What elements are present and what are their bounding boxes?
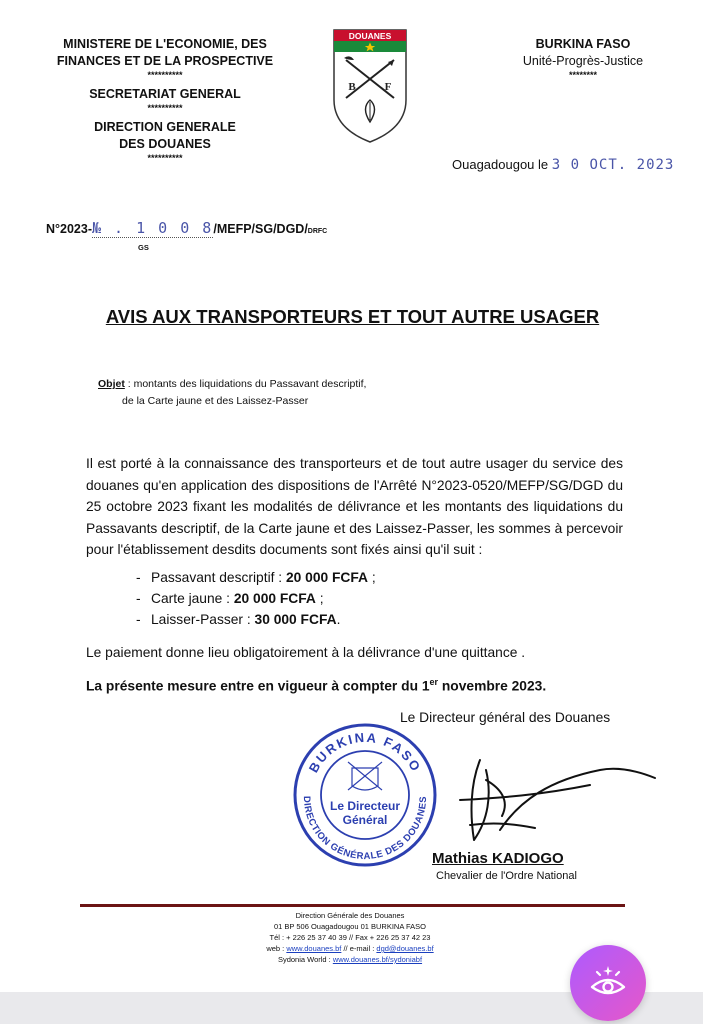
- fee-amount: 30 000 FCFA: [254, 612, 337, 627]
- secretariat-label: SECRETARIAT GENERAL: [89, 87, 241, 101]
- reference-prefix: N°2023-: [46, 222, 92, 236]
- subject-line-1: : montants des liquidations du Passavant descriptif,: [124, 378, 367, 390]
- list-item: - Laisser-Passer : 30 000 FCFA.: [136, 612, 341, 627]
- emblem-letter-f: F: [384, 81, 392, 93]
- footer-line-3: Tél : + 226 25 37 40 39 // Fax + 226 25 37 42 23: [269, 933, 431, 942]
- ministry-line-1: MINISTERE DE L'ECONOMIE, DES: [63, 37, 267, 51]
- website-link[interactable]: www.douanes.bf: [286, 944, 342, 953]
- direction-line-2: DES DOUANES: [119, 137, 211, 151]
- subject-line-2: de la Carte jaune et des Laissez-Passer: [122, 395, 309, 407]
- footer-line-5: Sydonia World : www.douanes.bf/sydoniabf: [277, 955, 423, 964]
- separator-stars: ********: [568, 70, 598, 80]
- reference-suffix: /MEFP/SG/DGD/: [213, 222, 308, 236]
- list-item: - Carte jaune : 20 000 FCFA ;: [136, 591, 324, 606]
- footer-line-4: web : www.douanes.bf // e-mail : dgd@douanes.bf: [266, 944, 434, 953]
- reference-sub: GS: [138, 243, 149, 252]
- header-left: [40, 36, 290, 163]
- fee-amount: 20 000 FCFA: [285, 570, 369, 585]
- header-right: [508, 36, 658, 80]
- seal-center-line-1: Le Directeur: [329, 799, 401, 813]
- signatory-title: Le Directeur général des Douanes: [400, 710, 611, 725]
- signatory-name: Mathias KADIOGO: [432, 850, 564, 867]
- footer-divider: [80, 904, 625, 907]
- email-link[interactable]: dgd@douanes.bf: [376, 944, 434, 953]
- fee-amount: 20 000 FCFA: [233, 591, 316, 606]
- seal-bottom-text: DIRECTION GÉNÉRALE DES DOUANES: [300, 795, 430, 863]
- reference-stamp: № . 1 0 0 8: [92, 219, 214, 237]
- reference-suffix-small: DRFC: [307, 228, 328, 235]
- date-line: [452, 157, 674, 173]
- eye-sparkle-icon: [588, 963, 628, 1003]
- fee-list: [136, 567, 376, 630]
- country-name: BURKINA FASO: [535, 37, 631, 51]
- reference-number: [46, 219, 327, 237]
- emblem-banner: DOUANES: [348, 31, 392, 41]
- customs-emblem-icon: [330, 20, 410, 144]
- official-seal-stamp: [290, 720, 440, 870]
- direction-line-1: DIRECTION GENERALE: [94, 120, 236, 134]
- subject-block: [98, 376, 366, 410]
- separator-stars: **********: [147, 70, 183, 80]
- sydonia-link[interactable]: www.douanes.bf/sydoniabf: [332, 955, 423, 964]
- subject-label: Objet: [98, 378, 125, 390]
- seal-center-line-2: Général: [342, 813, 388, 827]
- separator-stars: **********: [147, 153, 183, 163]
- ministry-line-2: FINANCES ET DE LA PROSPECTIVE: [56, 54, 274, 68]
- footer-line-2: 01 BP 506 Ouagadougou 01 BURKINA FASO: [273, 922, 427, 931]
- seal-top-text: BURKINA FASO: [305, 729, 425, 776]
- notice-title: AVIS AUX TRANSPORTEURS ET TOUT AUTRE USAGER: [105, 306, 600, 327]
- national-motto: Unité-Progrès-Justice: [522, 54, 644, 68]
- footer-line-1: Direction Générale des Douanes: [295, 911, 405, 920]
- payment-note: Le paiement donne lieu obligatoirement à la délivrance d'une quittance .: [86, 645, 526, 660]
- signatory-distinction: Chevalier de l'Ordre National: [436, 870, 577, 882]
- separator-stars: **********: [147, 103, 183, 113]
- lens-fab-button[interactable]: [570, 945, 646, 1021]
- list-item: - Passavant descriptif : 20 000 FCFA ;: [136, 570, 376, 585]
- notice-body: Il est porté à la connaissance des transporteurs et de tout autre usager du service des douanes qu'en application des dispositions de l'Arrêté N°2023-0520/MEFP/SG/DGD du 25 octobre 2023 fixant les modalités de délivrance et les montants des liquidations du Passavants descriptif, de la Carte jaune et des Laissez-Passer, les sommes à percevoir pour l'établissement desdits documents sont fixés ainsi qu'il suit :: [86, 456, 623, 557]
- date-prefix: Ouagadougou le: [452, 157, 549, 172]
- footer: [190, 910, 510, 965]
- date-stamp: 3 0 OCT. 2023: [551, 157, 675, 173]
- emblem-letter-b: B: [348, 81, 356, 93]
- handwritten-signature: [440, 740, 660, 855]
- effective-date-note: La présente mesure entre en vigueur à compter du 1er novembre 2023.: [86, 677, 547, 694]
